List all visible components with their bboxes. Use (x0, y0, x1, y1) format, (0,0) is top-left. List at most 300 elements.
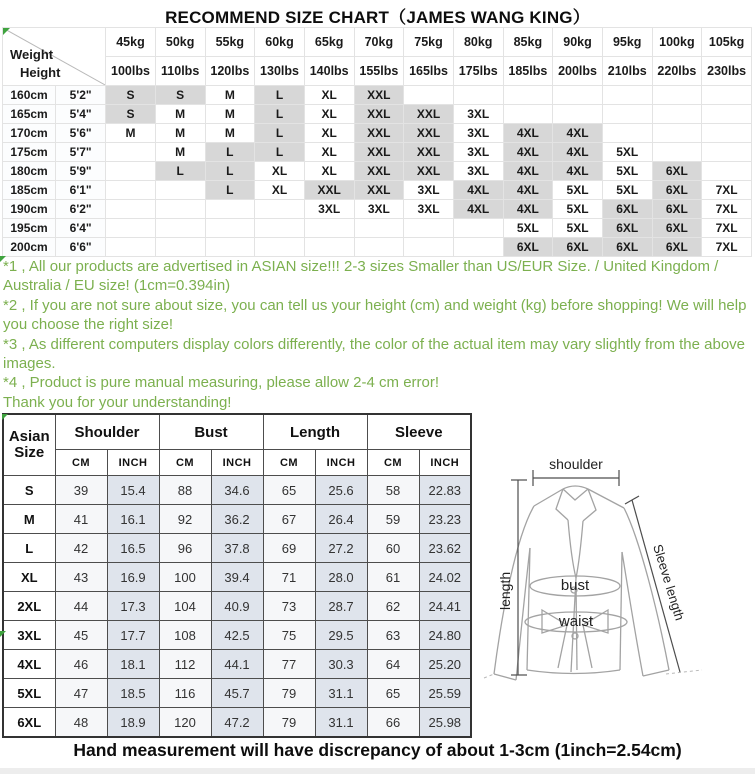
size-cell (602, 105, 652, 124)
height-ft-label: 5'4" (56, 105, 106, 124)
size-cell: L (205, 162, 255, 181)
weight-lbs-header: 120lbs (205, 57, 255, 86)
size-cell: XXL (354, 124, 404, 143)
measurement-row (3, 650, 471, 679)
size-cell: XXL (354, 143, 404, 162)
cm-value: 41 (55, 505, 107, 534)
size-cell: XL (304, 105, 354, 124)
size-cell (354, 219, 404, 238)
size-cell (553, 105, 603, 124)
inch-value: 24.41 (419, 592, 471, 621)
cm-value: 44 (55, 592, 107, 621)
notes-block (3, 257, 751, 412)
cm-value: 43 (55, 563, 107, 592)
size-label: 4XL (3, 650, 55, 679)
size-cell: XXL (404, 162, 454, 181)
size-cell: M (106, 124, 156, 143)
size-cell: 5XL (602, 143, 652, 162)
bottom-edge-bar (0, 768, 755, 774)
size-cell: L (255, 86, 305, 105)
size-cell (404, 86, 454, 105)
height-ft-label: 5'6" (56, 124, 106, 143)
cm-value: 112 (159, 650, 211, 679)
inch-value: 31.1 (315, 679, 367, 708)
size-matrix-row (3, 238, 752, 257)
size-cell: L (255, 124, 305, 143)
size-label: 3XL (3, 621, 55, 650)
size-cell (652, 105, 702, 124)
inch-value: 39.4 (211, 563, 263, 592)
note-line: *2 , If you are not sure about size, you can tell us your height (cm) and weight (kg) before shopping! We will help you choose the right size! (3, 296, 747, 334)
size-matrix-row (3, 200, 752, 219)
weight-kg-header: 95kg (602, 28, 652, 57)
measurement-group-header-row (3, 414, 471, 450)
cm-value: 61 (367, 563, 419, 592)
jacket-diagram-svg (470, 412, 755, 735)
size-cell: 4XL (503, 124, 553, 143)
inch-unit-header: INCH (211, 450, 263, 476)
measurement-units-row (3, 450, 471, 476)
size-cell: 6XL (652, 162, 702, 181)
cm-value: 73 (263, 592, 315, 621)
size-cell: 3XL (404, 181, 454, 200)
weight-height-corner-cell (3, 28, 106, 86)
size-cell (404, 219, 454, 238)
height-cm-label: 175cm (3, 143, 56, 162)
size-cell: 4XL (553, 162, 603, 181)
inch-value: 36.2 (211, 505, 263, 534)
cm-value: 62 (367, 592, 419, 621)
size-cell: 5XL (553, 219, 603, 238)
weight-kg-row (3, 28, 752, 57)
size-cell: XXL (354, 105, 404, 124)
sleeve-length-label: Sleeve length (650, 542, 688, 623)
size-cell: 6XL (652, 238, 702, 257)
inch-value: 23.62 (419, 534, 471, 563)
weight-lbs-header: 210lbs (602, 57, 652, 86)
inch-value: 37.8 (211, 534, 263, 563)
inch-value: 40.9 (211, 592, 263, 621)
corner-weight-label: Weight (10, 47, 54, 62)
size-cell: 4XL (503, 181, 553, 200)
inch-unit-header: INCH (419, 450, 471, 476)
height-ft-label: 6'2" (56, 200, 106, 219)
cm-unit-header: CM (263, 450, 315, 476)
weight-lbs-header: 110lbs (155, 57, 205, 86)
size-cell: 4XL (453, 181, 503, 200)
note-line: *3 , As different computers display colors differently, the color of the actual item may vary slightly from the above images. (3, 335, 746, 373)
size-matrix-row (3, 219, 752, 238)
cm-value: 79 (263, 679, 315, 708)
height-cm-label: 165cm (3, 105, 56, 124)
inch-value: 34.6 (211, 476, 263, 505)
size-cell (453, 86, 503, 105)
size-cell (702, 105, 752, 124)
cm-value: 65 (367, 679, 419, 708)
size-cell: M (155, 143, 205, 162)
measurement-row (3, 708, 471, 738)
cm-value: 45 (55, 621, 107, 650)
size-cell (106, 200, 156, 219)
weight-kg-header: 70kg (354, 28, 404, 57)
size-cell: M (205, 124, 255, 143)
cm-value: 96 (159, 534, 211, 563)
size-matrix-row (3, 105, 752, 124)
cm-value: 42 (55, 534, 107, 563)
size-cell: XXL (354, 181, 404, 200)
weight-lbs-header: 220lbs (652, 57, 702, 86)
weight-kg-header: 90kg (553, 28, 603, 57)
green-edge-marker (0, 256, 6, 262)
size-cell (652, 124, 702, 143)
inch-value: 29.5 (315, 621, 367, 650)
weight-lbs-header: 165lbs (404, 57, 454, 86)
size-label: M (3, 505, 55, 534)
inch-value: 44.1 (211, 650, 263, 679)
size-cell: 4XL (503, 143, 553, 162)
inch-value: 45.7 (211, 679, 263, 708)
cm-value: 59 (367, 505, 419, 534)
size-cell: S (106, 105, 156, 124)
size-label: 5XL (3, 679, 55, 708)
inch-value: 27.2 (315, 534, 367, 563)
cm-value: 64 (367, 650, 419, 679)
size-matrix-row (3, 181, 752, 200)
inch-value: 15.4 (107, 476, 159, 505)
inch-value: 16.9 (107, 563, 159, 592)
cm-value: 65 (263, 476, 315, 505)
size-cell: 4XL (553, 124, 603, 143)
size-cell (453, 238, 503, 257)
size-cell: 3XL (304, 200, 354, 219)
height-cm-label: 185cm (3, 181, 56, 200)
height-ft-label: 6'4" (56, 219, 106, 238)
size-cell (205, 200, 255, 219)
size-cell: 7XL (702, 238, 752, 257)
size-cell: L (255, 105, 305, 124)
size-cell: L (255, 143, 305, 162)
size-cell (503, 86, 553, 105)
size-cell (304, 238, 354, 257)
height-cm-label: 180cm (3, 162, 56, 181)
size-cell: 5XL (553, 200, 603, 219)
weight-kg-header: 80kg (453, 28, 503, 57)
size-cell: XXL (354, 86, 404, 105)
measure-group-header: Sleeve (367, 414, 471, 450)
size-matrix-table (2, 27, 752, 257)
cm-value: 77 (263, 650, 315, 679)
weight-lbs-header: 155lbs (354, 57, 404, 86)
inch-value: 25.6 (315, 476, 367, 505)
size-cell: 6XL (652, 219, 702, 238)
note-line: *4 , Product is pure manual measuring, please allow 2-4 cm error! (3, 374, 440, 392)
size-cell (702, 86, 752, 105)
length-label: length (497, 571, 513, 610)
measure-group-header: Shoulder (55, 414, 159, 450)
inch-value: 16.5 (107, 534, 159, 563)
weight-lbs-header: 200lbs (553, 57, 603, 86)
weight-lbs-header: 130lbs (255, 57, 305, 86)
cm-value: 104 (159, 592, 211, 621)
cm-value: 71 (263, 563, 315, 592)
size-cell: M (155, 105, 205, 124)
size-cell: XXL (354, 162, 404, 181)
inch-unit-header: INCH (315, 450, 367, 476)
inch-value: 18.5 (107, 679, 159, 708)
size-cell (255, 219, 305, 238)
waist-label: waist (558, 613, 594, 630)
size-cell (652, 86, 702, 105)
height-ft-label: 5'2" (56, 86, 106, 105)
size-cell: 3XL (453, 124, 503, 143)
size-label: 2XL (3, 592, 55, 621)
size-cell: XL (255, 181, 305, 200)
size-cell (205, 238, 255, 257)
bust-label: bust (560, 577, 590, 594)
cm-unit-header: CM (367, 450, 419, 476)
size-cell: M (205, 105, 255, 124)
size-cell: XXL (404, 105, 454, 124)
inch-value: 42.5 (211, 621, 263, 650)
measurement-row (3, 505, 471, 534)
measurement-row (3, 534, 471, 563)
weight-kg-header: 105kg (702, 28, 752, 57)
green-edge-marker (0, 631, 6, 637)
cm-value: 75 (263, 621, 315, 650)
size-cell: 3XL (354, 200, 404, 219)
shoulder-label: shoulder (549, 456, 603, 472)
size-cell: 6XL (652, 181, 702, 200)
size-cell: 3XL (453, 162, 503, 181)
size-cell: XXL (404, 143, 454, 162)
inch-value: 22.83 (419, 476, 471, 505)
cm-value: 100 (159, 563, 211, 592)
inch-value: 25.20 (419, 650, 471, 679)
measurement-row (3, 679, 471, 708)
size-cell: XXL (304, 181, 354, 200)
size-cell (702, 162, 752, 181)
measurement-row (3, 563, 471, 592)
inch-value: 25.59 (419, 679, 471, 708)
weight-kg-header: 60kg (255, 28, 305, 57)
weight-kg-header: 50kg (155, 28, 205, 57)
inch-value: 18.9 (107, 708, 159, 738)
size-label: S (3, 476, 55, 505)
size-cell (702, 143, 752, 162)
size-cell: XL (255, 162, 305, 181)
size-label: 6XL (3, 708, 55, 738)
size-cell: M (155, 124, 205, 143)
size-cell (354, 238, 404, 257)
size-matrix-row (3, 86, 752, 105)
size-cell: 6XL (503, 238, 553, 257)
size-cell: 5XL (553, 181, 603, 200)
inch-unit-header: INCH (107, 450, 159, 476)
cm-value: 48 (55, 708, 107, 738)
measurement-table (2, 413, 472, 738)
inch-value: 26.4 (315, 505, 367, 534)
weight-lbs-header: 185lbs (503, 57, 553, 86)
size-cell: L (205, 181, 255, 200)
cm-value: 92 (159, 505, 211, 534)
green-corner-marker (3, 28, 10, 35)
size-cell: 3XL (453, 143, 503, 162)
cm-value: 46 (55, 650, 107, 679)
size-cell (602, 86, 652, 105)
size-cell (155, 238, 205, 257)
size-cell: L (205, 143, 255, 162)
weight-kg-header: 55kg (205, 28, 255, 57)
size-cell: 6XL (602, 219, 652, 238)
inch-value: 24.02 (419, 563, 471, 592)
size-cell (155, 181, 205, 200)
size-cell (255, 238, 305, 257)
size-cell: 7XL (702, 219, 752, 238)
size-matrix-row (3, 162, 752, 181)
weight-lbs-row (3, 57, 752, 86)
size-cell: XL (304, 162, 354, 181)
weight-kg-header: 100kg (652, 28, 702, 57)
cm-value: 39 (55, 476, 107, 505)
size-cell: 4XL (453, 200, 503, 219)
size-cell (304, 219, 354, 238)
size-cell (155, 219, 205, 238)
inch-value: 31.1 (315, 708, 367, 738)
size-cell (155, 200, 205, 219)
size-cell: 4XL (553, 143, 603, 162)
size-cell: 4XL (503, 162, 553, 181)
inch-value: 47.2 (211, 708, 263, 738)
cm-value: 88 (159, 476, 211, 505)
size-cell (553, 86, 603, 105)
cm-value: 116 (159, 679, 211, 708)
size-cell (255, 200, 305, 219)
inch-value: 28.0 (315, 563, 367, 592)
height-cm-label: 200cm (3, 238, 56, 257)
height-ft-label: 5'9" (56, 162, 106, 181)
size-cell (404, 238, 454, 257)
cm-value: 47 (55, 679, 107, 708)
size-cell: 6XL (553, 238, 603, 257)
measurement-row (3, 592, 471, 621)
cm-unit-header: CM (55, 450, 107, 476)
weight-lbs-header: 175lbs (453, 57, 503, 86)
note-line: *1 , All our products are advertised in ASIAN size!!! 2-3 sizes Smaller than US/EUR Size. / United Kingdom / Australia / EU size! (1cm=0.394in) (3, 258, 719, 295)
weight-lbs-header: 230lbs (702, 57, 752, 86)
weight-kg-header: 65kg (304, 28, 354, 57)
measure-group-header: Length (263, 414, 367, 450)
size-cell (205, 219, 255, 238)
size-cell (702, 124, 752, 143)
size-cell: 5XL (602, 181, 652, 200)
size-cell: S (155, 86, 205, 105)
size-cell (106, 162, 156, 181)
size-cell (602, 124, 652, 143)
size-cell: XL (304, 86, 354, 105)
cm-value: 60 (367, 534, 419, 563)
size-label: L (3, 534, 55, 563)
size-cell: XL (304, 124, 354, 143)
measurement-row (3, 621, 471, 650)
asian-size-header-line2: Size (14, 444, 45, 461)
size-cell (106, 143, 156, 162)
size-label: XL (3, 563, 55, 592)
size-cell: 4XL (503, 200, 553, 219)
height-cm-label: 160cm (3, 86, 56, 105)
inch-value: 28.7 (315, 592, 367, 621)
jacket-measure-diagram (470, 412, 755, 735)
size-cell: 5XL (503, 219, 553, 238)
size-cell: 3XL (404, 200, 454, 219)
cm-value: 108 (159, 621, 211, 650)
size-cell: 6XL (652, 200, 702, 219)
weight-lbs-header: 140lbs (304, 57, 354, 86)
size-cell: XXL (404, 124, 454, 143)
inch-value: 16.1 (107, 505, 159, 534)
cm-value: 69 (263, 534, 315, 563)
size-cell: 6XL (602, 238, 652, 257)
cm-value: 58 (367, 476, 419, 505)
inch-value: 23.23 (419, 505, 471, 534)
asian-size-header-cell (3, 414, 55, 476)
height-cm-label: 190cm (3, 200, 56, 219)
corner-height-label: Height (20, 65, 61, 80)
cm-value: 120 (159, 708, 211, 738)
height-cm-label: 170cm (3, 124, 56, 143)
measurement-row (3, 476, 471, 505)
size-cell (106, 219, 156, 238)
size-cell (106, 181, 156, 200)
note-line: Thank you for your understanding! (3, 393, 232, 411)
size-cell: S (106, 86, 156, 105)
size-cell: XL (304, 143, 354, 162)
measure-group-header: Bust (159, 414, 263, 450)
inch-value: 17.7 (107, 621, 159, 650)
footer-note: Hand measurement will have discrepancy of about 1-3cm (1inch=2.54cm) (73, 740, 682, 760)
inch-value: 25.98 (419, 708, 471, 738)
weight-kg-header: 45kg (106, 28, 156, 57)
weight-kg-header: 75kg (404, 28, 454, 57)
weight-kg-header: 85kg (503, 28, 553, 57)
size-cell (106, 238, 156, 257)
size-cell: 6XL (602, 200, 652, 219)
cm-value: 67 (263, 505, 315, 534)
size-cell (652, 143, 702, 162)
inch-value: 24.80 (419, 621, 471, 650)
cm-value: 66 (367, 708, 419, 738)
height-ft-label: 5'7" (56, 143, 106, 162)
size-cell: L (155, 162, 205, 181)
size-cell: 7XL (702, 200, 752, 219)
size-cell (503, 105, 553, 124)
size-matrix-row (3, 143, 752, 162)
height-cm-label: 195cm (3, 219, 56, 238)
size-cell (453, 219, 503, 238)
size-cell: 7XL (702, 181, 752, 200)
size-cell: 5XL (602, 162, 652, 181)
green-edge-marker (2, 414, 8, 420)
size-matrix-row (3, 124, 752, 143)
inch-value: 17.3 (107, 592, 159, 621)
cm-value: 79 (263, 708, 315, 738)
inch-value: 30.3 (315, 650, 367, 679)
size-cell: M (205, 86, 255, 105)
weight-lbs-header: 100lbs (106, 57, 156, 86)
height-ft-label: 6'1" (56, 181, 106, 200)
page-title: RECOMMEND SIZE CHART（JAMES WANG KING） (165, 8, 590, 27)
size-cell: 3XL (453, 105, 503, 124)
height-ft-label: 6'6" (56, 238, 106, 257)
